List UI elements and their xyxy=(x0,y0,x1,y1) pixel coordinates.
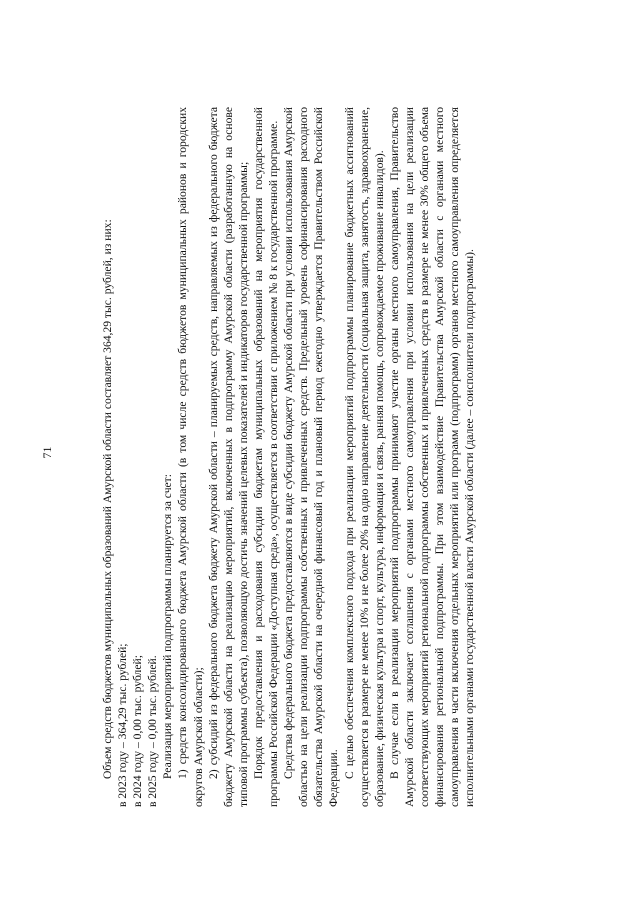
paragraph: Реализация мероприятий подпрограммы планируется за счет: xyxy=(161,474,175,779)
paragraph: в 2024 году – 0,00 тыс. рублей; xyxy=(131,655,145,807)
paragraph: В случае если в реализации мероприятий подпрограммы принимают участие органы местного самоуправления, Правительство Амурской области заключает соглашения с органами местного самоуправления при условии использования на цели реализации соответствующих мероприятий региональной подпрограммы собственных и привлеченных средств в размере не менее 30% общего объема финансирования региональной подпрограммы. При этом взаимодействие Правительства Амурской области с органами местного самоуправления в части включения отдельных мероприятий или программ (подпрограмм) органов местного самоуправления определяется исполнительными органами государственной власти Амурской области (далее – соисполнители подпрограммы). xyxy=(387,107,477,807)
page-number: 71 xyxy=(40,446,54,459)
paragraph: 1) средств консолидированного бюджета Амурской области (в том числе средств бюджетов муниципальных районов и городских округов Амурской области); xyxy=(176,107,205,807)
paragraph: 2) субсидий из федерального бюджета бюджету Амурской области – планируемых средств, направляемых из федерального бюджета бюджету Амурской области на реализацию мероприятий, включенных в подпрограмму Амурской области (разработанную на основе типовой программы субъекта), позволяющую достичь значений целевых показателей и индикаторов государственной программы; xyxy=(206,107,250,807)
document-body xyxy=(100,107,477,807)
paragraph: Порядок предоставления и расходования субсидии бюджетам муниципальных образований на мероприятия государственной программы Российской Федерации «Доступная среда», осуществляется в соответствии с приложением № 8 к государственной программе. xyxy=(251,107,281,807)
paragraph: Средства федерального бюджета предоставляются в виде субсидии бюджету Амурской области при условии использования Амурской областью на цели реализации подпрограммы собственных и привлеченных средств. Предельный уровень софинансирования расходного обязательства Амурской области на очередной финансовый год и плановый период ежегодно утверждается Правительством Российской Федерации. xyxy=(282,107,341,807)
paragraph: в 2023 году – 364,29 тыс. рублей; xyxy=(116,643,130,807)
paragraph: в 2025 году – 0,00 тыс. рублей. xyxy=(146,655,160,807)
paragraph: С целью обеспечения комплексного подхода при реализации мероприятий подпрограммы планирование бюджетных ассигнований осуществляется в размере не менее 10% и не более 20% на одно направление деятельности (социальная защита, занятость, здравоохранение, образование, физическая культура и спорт, культура, информация и связь, ранняя помощь, сопровождаемое проживание инвалидов). xyxy=(342,107,386,807)
paragraph: Объем средств бюджетов муниципальных образований Амурской области составляет 364,29 тыс. рублей, из них: xyxy=(101,219,114,779)
